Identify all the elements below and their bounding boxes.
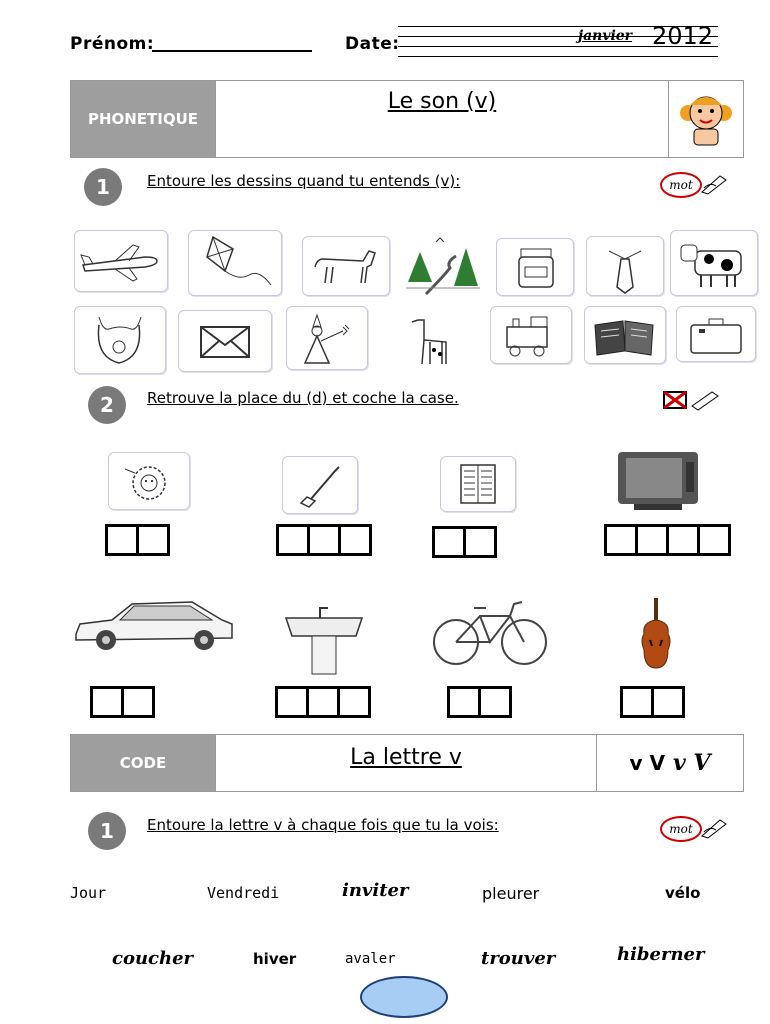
- picture-enveloppe[interactable]: [178, 310, 272, 372]
- picture-pot[interactable]: [496, 238, 574, 296]
- picture-velo[interactable]: [430, 596, 550, 670]
- picture-lion[interactable]: [108, 452, 190, 510]
- picture-lavabo[interactable]: [282, 600, 366, 676]
- picture-television[interactable]: [616, 448, 700, 512]
- syllable-boxes-lavabo[interactable]: [275, 686, 371, 718]
- word-pleurer[interactable]: pleurer: [482, 884, 540, 903]
- exercise-2-instruction: Retrouve la place du (d) et coche la case.: [147, 389, 459, 407]
- code-exercise-1-instruction: Entoure la lettre v à chaque fois que tu la vois:: [147, 816, 499, 834]
- word-trouver[interactable]: trouver: [481, 948, 556, 969]
- word-inviter[interactable]: inviter: [342, 880, 409, 901]
- picture-vache[interactable]: [670, 230, 758, 296]
- prenom-label: Prénom:: [70, 34, 155, 54]
- exercise-1-instruction: Entoure les dessins quand tu entends (v):: [147, 172, 461, 190]
- word-coucher[interactable]: coucher: [112, 948, 194, 969]
- syllable-boxes-voiture[interactable]: [90, 686, 155, 718]
- code-title: La lettre v: [350, 745, 462, 770]
- picture-cravate[interactable]: [586, 236, 664, 296]
- picture-fee[interactable]: [286, 306, 368, 370]
- syllable-boxes-tournevis[interactable]: [276, 524, 372, 556]
- picture-tournevis[interactable]: [282, 456, 358, 514]
- word-jour[interactable]: Jour: [70, 884, 107, 902]
- circle-word-icon: mot: [660, 170, 730, 198]
- syllable-boxes-velo[interactable]: [447, 686, 512, 718]
- date-year: 2012: [652, 22, 714, 50]
- word-vendredi[interactable]: Vendredi: [207, 884, 280, 902]
- picture-avion[interactable]: [74, 230, 168, 292]
- syllable-boxes-television[interactable]: [604, 524, 731, 556]
- exercise-1-number: 1: [84, 168, 122, 206]
- syllable-boxes-lion[interactable]: [105, 524, 170, 556]
- girl-face-icon: [668, 81, 743, 157]
- picture-violon[interactable]: [636, 596, 676, 672]
- picture-train[interactable]: [490, 306, 572, 364]
- picture-livre[interactable]: [584, 306, 666, 364]
- picture-girafe[interactable]: [388, 310, 470, 368]
- date-field[interactable]: [398, 22, 718, 60]
- code-category: CODE: [71, 735, 215, 791]
- exercise-2-number: 2: [88, 386, 126, 424]
- phonetique-band: [70, 80, 744, 158]
- picture-volet[interactable]: [440, 456, 516, 512]
- word-hiberner[interactable]: hiberner: [617, 944, 705, 965]
- picture-cerf-volant[interactable]: [188, 230, 282, 296]
- picture-voiture[interactable]: [72, 594, 236, 656]
- syllable-boxes-volet[interactable]: [432, 526, 497, 558]
- word-hiver[interactable]: hiver: [253, 950, 297, 968]
- word-velo[interactable]: vélo: [665, 884, 701, 902]
- picture-valise[interactable]: [676, 306, 756, 362]
- code-exercise-1-number: 1: [88, 812, 126, 850]
- code-letters-print: v V: [629, 751, 665, 775]
- date-month: janvier: [578, 28, 633, 44]
- picture-paysage[interactable]: [406, 232, 480, 298]
- syllable-boxes-violon[interactable]: [620, 686, 685, 718]
- phonetique-category: PHONETIQUE: [71, 81, 215, 157]
- picture-cheval[interactable]: [302, 236, 390, 296]
- picture-bavoir[interactable]: [74, 306, 166, 374]
- code-letters-cursive: v V: [672, 750, 711, 776]
- blue-oval-shape: [360, 976, 448, 1018]
- cross-box-icon: [662, 388, 728, 414]
- prenom-field[interactable]: [152, 50, 312, 52]
- phonetique-title: Le son (v): [387, 89, 497, 114]
- date-label: Date:: [345, 34, 400, 54]
- code-band: [70, 734, 744, 792]
- word-avaler[interactable]: avaler: [345, 951, 396, 967]
- circle-word-icon-2: mot: [660, 814, 730, 842]
